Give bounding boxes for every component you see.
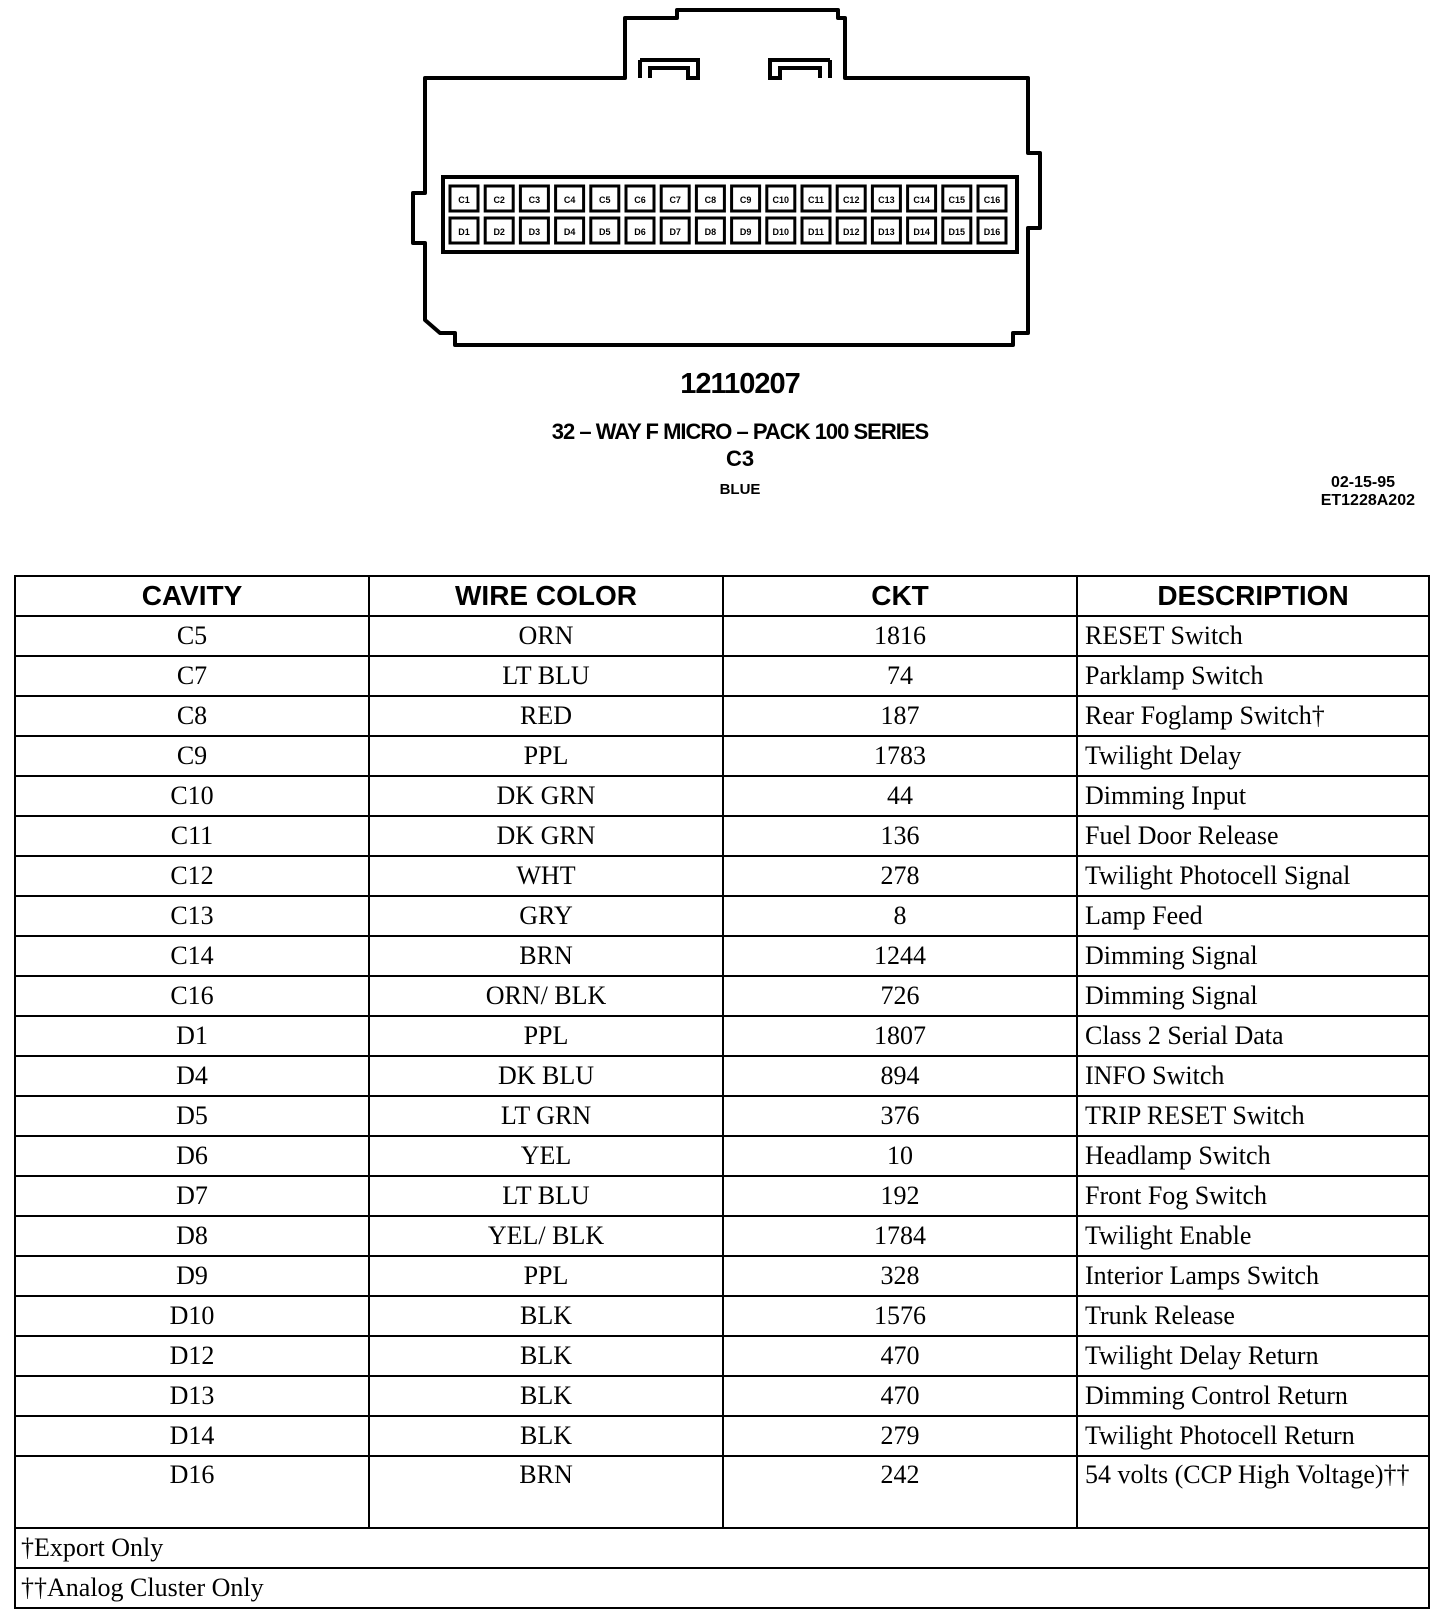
- cell-description: Dimming Input: [1077, 776, 1429, 816]
- cell-description: RESET Switch: [1077, 616, 1429, 656]
- header-wire-color: WIRE COLOR: [369, 576, 723, 616]
- cell-ckt: 328: [723, 1256, 1077, 1296]
- pin-label: D4: [563, 227, 576, 237]
- cell-wire-color: BRN: [369, 936, 723, 976]
- cell-cavity: C8: [15, 696, 369, 736]
- table-row: [15, 1056, 1429, 1096]
- cell-wire-color: DK GRN: [369, 816, 723, 856]
- cell-wire-color: DK GRN: [369, 776, 723, 816]
- cell-wire-color: YEL/ BLK: [369, 1216, 723, 1256]
- cell-wire-color: PPL: [369, 1256, 723, 1296]
- cell-ckt: 894: [723, 1056, 1077, 1096]
- pin-label: D11: [807, 227, 825, 237]
- connector-color: BLUE: [719, 481, 761, 498]
- pin-label: C5: [599, 195, 611, 205]
- cell-ckt: 1784: [723, 1216, 1077, 1256]
- pin-label: D2: [493, 227, 505, 237]
- pin-label: C13: [878, 195, 895, 205]
- table-row: [15, 1296, 1429, 1336]
- cell-cavity: D13: [15, 1376, 369, 1416]
- pin-label: D12: [842, 227, 860, 237]
- cell-wire-color: BLK: [369, 1416, 723, 1456]
- reference-code: ET1228A202: [1320, 492, 1415, 509]
- cell-description: Dimming Signal: [1077, 976, 1429, 1016]
- cell-description: Class 2 Serial Data: [1077, 1016, 1429, 1056]
- cell-wire-color: YEL: [369, 1136, 723, 1176]
- cell-description: Headlamp Switch: [1077, 1136, 1429, 1176]
- cell-cavity: D16: [15, 1456, 369, 1528]
- cell-description: Twilight Delay Return: [1077, 1336, 1429, 1376]
- cell-ckt: 10: [723, 1136, 1077, 1176]
- cell-cavity: C10: [15, 776, 369, 816]
- cell-wire-color: PPL: [369, 736, 723, 776]
- pin-label: C14: [913, 195, 930, 205]
- cell-description: Twilight Photocell Signal: [1077, 856, 1429, 896]
- footnote-row: [15, 1568, 1429, 1608]
- pin-label: D14: [913, 227, 930, 237]
- pin-label: C1: [458, 195, 470, 205]
- cell-cavity: D12: [15, 1336, 369, 1376]
- table-row: [15, 776, 1429, 816]
- table-row: [15, 1456, 1429, 1528]
- cell-cavity: D4: [15, 1056, 369, 1096]
- cell-description: Twilight Photocell Return: [1077, 1416, 1429, 1456]
- table-row: [15, 1256, 1429, 1296]
- cell-cavity: C11: [15, 816, 369, 856]
- pin-label: C7: [669, 195, 681, 205]
- pin-label: D15: [948, 227, 966, 237]
- cell-cavity: C12: [15, 856, 369, 896]
- connector-description: 32 – WAY F MICRO – PACK 100 SERIES: [551, 419, 929, 444]
- cell-ckt: 187: [723, 696, 1077, 736]
- cell-cavity: D6: [15, 1136, 369, 1176]
- pin-label: D13: [878, 227, 895, 237]
- pin-label: D1: [458, 227, 470, 237]
- footnote: †Export Only: [15, 1528, 1429, 1568]
- cell-cavity: C16: [15, 976, 369, 1016]
- cell-ckt: 1576: [723, 1296, 1077, 1336]
- pin-label: C3: [528, 195, 541, 205]
- table-row: [15, 896, 1429, 936]
- pin-label: D7: [669, 227, 681, 237]
- pin-label: D5: [599, 227, 611, 237]
- pin-field: [443, 177, 1017, 252]
- cell-cavity: D1: [15, 1016, 369, 1056]
- table-row: [15, 816, 1429, 856]
- cell-description: Twilight Delay: [1077, 736, 1429, 776]
- connector-latch-left: [640, 60, 698, 78]
- cell-wire-color: PPL: [369, 1016, 723, 1056]
- cell-description: INFO Switch: [1077, 1056, 1429, 1096]
- header-ckt: CKT: [723, 576, 1077, 616]
- pin-label: C8: [704, 195, 717, 205]
- pin-label: D10: [772, 227, 790, 237]
- pin-label: C9: [739, 195, 752, 205]
- cell-wire-color: BLK: [369, 1376, 723, 1416]
- cell-wire-color: ORN/ BLK: [369, 976, 723, 1016]
- cell-description: Fuel Door Release: [1077, 816, 1429, 856]
- cell-description: Front Fog Switch: [1077, 1176, 1429, 1216]
- table-row: [15, 1376, 1429, 1416]
- cell-cavity: D14: [15, 1416, 369, 1456]
- cell-ckt: 278: [723, 856, 1077, 896]
- cell-cavity: D9: [15, 1256, 369, 1296]
- cell-ckt: 470: [723, 1336, 1077, 1376]
- cell-ckt: 470: [723, 1376, 1077, 1416]
- cell-wire-color: LT GRN: [369, 1096, 723, 1136]
- cell-wire-color: BLK: [369, 1336, 723, 1376]
- cell-ckt: 74: [723, 656, 1077, 696]
- cell-cavity: C9: [15, 736, 369, 776]
- part-number: 12110207: [680, 368, 800, 400]
- footnote: ††Analog Cluster Only: [15, 1568, 1429, 1608]
- pin-label: D16: [983, 227, 1001, 237]
- table-row: [15, 1176, 1429, 1216]
- pin-label: C15: [948, 195, 966, 205]
- cell-description: Trunk Release: [1077, 1296, 1429, 1336]
- cell-wire-color: LT BLU: [369, 1176, 723, 1216]
- cell-wire-color: BRN: [369, 1456, 723, 1528]
- cell-description: Dimming Signal: [1077, 936, 1429, 976]
- table-row: [15, 1416, 1429, 1456]
- cell-description: TRIP RESET Switch: [1077, 1096, 1429, 1136]
- cell-description: Interior Lamps Switch: [1077, 1256, 1429, 1296]
- table-header-row: [15, 576, 1429, 616]
- table-row: [15, 616, 1429, 656]
- pin-label: C16: [983, 195, 1001, 205]
- cell-wire-color: LT BLU: [369, 656, 723, 696]
- cell-ckt: 192: [723, 1176, 1077, 1216]
- reference-date: 02-15-95: [1330, 474, 1395, 491]
- pin-label: D3: [528, 227, 541, 237]
- table-row: [15, 736, 1429, 776]
- footnote-row: [15, 1528, 1429, 1568]
- cell-wire-color: BLK: [369, 1296, 723, 1336]
- cell-ckt: 376: [723, 1096, 1077, 1136]
- cell-cavity: D5: [15, 1096, 369, 1136]
- cell-description: Lamp Feed: [1077, 896, 1429, 936]
- table-row: [15, 656, 1429, 696]
- table-row: [15, 1136, 1429, 1176]
- connector-id: C3: [725, 446, 755, 471]
- table-row: [15, 1096, 1429, 1136]
- cell-wire-color: RED: [369, 696, 723, 736]
- cell-description: Twilight Enable: [1077, 1216, 1429, 1256]
- cell-ckt: 1783: [723, 736, 1077, 776]
- table-row: [15, 1336, 1429, 1376]
- pin-label: C4: [563, 195, 576, 205]
- pin-label: C10: [772, 195, 790, 205]
- cell-description: Dimming Control Return: [1077, 1376, 1429, 1416]
- cell-ckt: 8: [723, 896, 1077, 936]
- cell-ckt: 44: [723, 776, 1077, 816]
- header-description: DESCRIPTION: [1077, 576, 1429, 616]
- cell-ckt: 726: [723, 976, 1077, 1016]
- cell-cavity: C14: [15, 936, 369, 976]
- cell-cavity: C13: [15, 896, 369, 936]
- cell-wire-color: GRY: [369, 896, 723, 936]
- cell-cavity: D7: [15, 1176, 369, 1216]
- pin-label: C11: [807, 195, 825, 205]
- connector-latch-right: [770, 60, 830, 78]
- pin-label: D9: [739, 227, 752, 237]
- cell-ckt: 242: [723, 1456, 1077, 1528]
- pin-label: C12: [842, 195, 860, 205]
- pin-label: C2: [493, 195, 505, 205]
- cell-wire-color: WHT: [369, 856, 723, 896]
- connector-diagram: [0, 0, 1440, 360]
- cavity-table: [14, 575, 1430, 1609]
- cell-ckt: 1807: [723, 1016, 1077, 1056]
- cell-wire-color: DK BLU: [369, 1056, 723, 1096]
- table-row: [15, 1016, 1429, 1056]
- cell-cavity: D8: [15, 1216, 369, 1256]
- table-row: [15, 936, 1429, 976]
- cell-wire-color: ORN: [369, 616, 723, 656]
- cell-ckt: 1244: [723, 936, 1077, 976]
- header-cavity: CAVITY: [15, 576, 369, 616]
- cell-ckt: 279: [723, 1416, 1077, 1456]
- cell-ckt: 1816: [723, 616, 1077, 656]
- cell-description: Rear Foglamp Switch†: [1077, 696, 1429, 736]
- cell-cavity: C7: [15, 656, 369, 696]
- pin-label: D8: [704, 227, 717, 237]
- table-row: [15, 856, 1429, 896]
- cell-cavity: D10: [15, 1296, 369, 1336]
- cell-ckt: 136: [723, 816, 1077, 856]
- table-row: [15, 976, 1429, 1016]
- table-row: [15, 1216, 1429, 1256]
- pin-label: D6: [634, 227, 646, 237]
- cell-cavity: C5: [15, 616, 369, 656]
- cell-description: Parklamp Switch: [1077, 656, 1429, 696]
- table-row: [15, 696, 1429, 736]
- pin-label: C6: [634, 195, 646, 205]
- cell-description: 54 volts (CCP High Voltage)††: [1077, 1456, 1429, 1528]
